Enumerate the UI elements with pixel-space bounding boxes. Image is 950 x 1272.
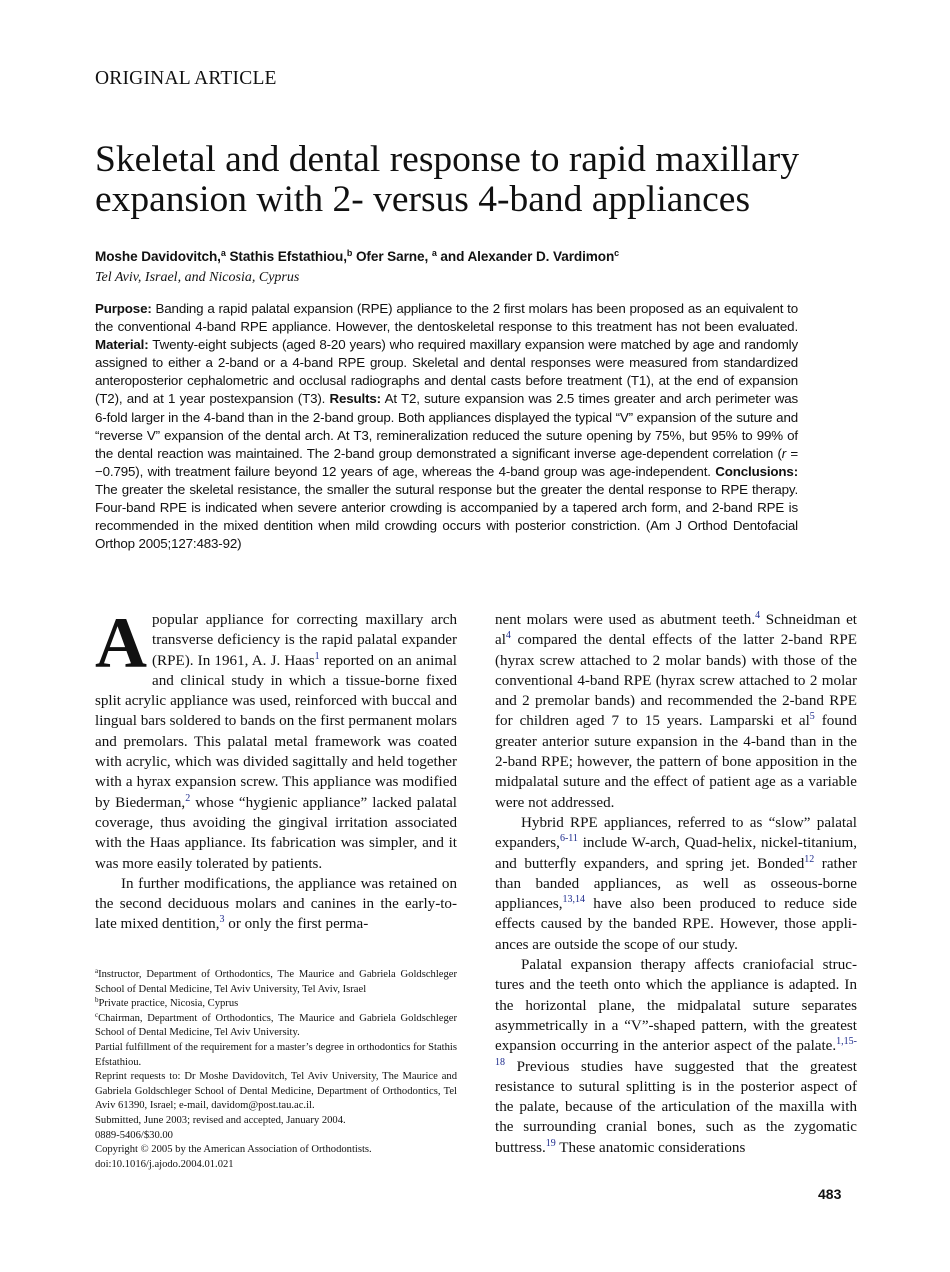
footnote-affiliation-b (95, 997, 457, 1012)
citation-link[interactable]: 5 (809, 711, 815, 723)
footnote-mark: a (95, 967, 99, 975)
citation-link[interactable]: 3 (219, 914, 225, 926)
body-text: found greater anterior suture expansion in the 4-band than in the 2-band RPE; however, the pattern of bone apposition in the midpalatal suture and the effect of patient age as a variable were not addressed. (495, 713, 857, 811)
footnote-text: Instructor, Department of Orthodontics, The Maurice and Gabriela Goldschleger School of Dental Medicine, Tel Aviv University, Tel Aviv, Israel (95, 969, 457, 995)
affiliation-mark: c (614, 248, 620, 258)
footnote-affiliation-c (95, 1012, 457, 1041)
footnotes (95, 968, 457, 1172)
body-text: have also been produced to reduce side effects caused by the banded RPE. However, those appliances are outside the scope of our study. (495, 896, 857, 953)
body-text: These anatomic considerations (555, 1139, 746, 1156)
affiliation-mark: a (431, 248, 437, 258)
body-text: or only the first perma- (224, 916, 369, 933)
body-text: Palatal expansion therapy affects craniofacial structures and the teeth onto which the appliance is adapted. In the horizontal plane, the midpalatal suture separates asymmetrically in a “V”-shaped pattern, with the greatest expansion occurring in the anterior aspect of the palate. (495, 957, 857, 1055)
body-text: reported on an animal and clinical study in which a tissue-borne fixed split acrylic appliance was used, reinforced with buccal and lingual bars soldered to bands on the first permanent molars and premolars. This palatal metal framework was coated with acrylic, which was divided sagittally and held together with a hyrax expansion screw. This appliance was modified by Biederman, (95, 652, 457, 811)
citation-link[interactable]: 1,15-18 (495, 1036, 857, 1068)
drop-cap: A (95, 603, 147, 683)
affiliation-mark: b (346, 248, 353, 258)
body-text: Schneidman et al (495, 612, 857, 649)
body-text: Hybrid RPE appliances, referred to as “slow” palatal expanders, (495, 814, 857, 852)
citation-link[interactable]: 1 (314, 650, 320, 662)
abstract-results-cont: = −0.795), with treatment failure beyond 12 years of age, whereas the 4-band group was age-independent. (95, 445, 798, 479)
body-paragraph (95, 603, 457, 874)
citation-link[interactable]: 2 (185, 792, 191, 804)
footnote-mark: c (95, 1010, 99, 1019)
abstract-conclusions: The greater the skeletal resistance, the smaller the sutural response but the greater the dental response to RPE therapy. Four-band RPE is indicated when severe anterior crowding is accompanied by a tapered arch form, and 2-band RPE is recommended in the mixed dentition when mild crowding occurs with posterior constriction. (Am J Orthod Dentofacial Orthop 2005;127:483-92) (95, 481, 798, 552)
footnote-price: 0889-5406/$30.00 (95, 1129, 173, 1141)
body-text: compared the dental effects of the latter 2-band RPE (hyrax screw attached to 2 molar bands) with those of the conventional 4-band RPE (hyrax screw attached to 2 molar and 2 premolar bands) and recommended the 2-band RPE for children aged 7 to 15 years. Lamparski et al (495, 632, 857, 730)
citation-link[interactable]: 6-11 (559, 833, 578, 845)
article-title: Skeletal and dental response to rapid maxillary expansion with 2- versus 4-band appliances (95, 139, 799, 220)
citation-link[interactable]: 19 (545, 1137, 556, 1149)
footnote-submitted: Submitted, June 2003; revised and accepted, January 2004. (95, 1114, 346, 1126)
body-paragraph (495, 813, 857, 955)
author-name: Stathis Efstathiou, (225, 249, 347, 264)
body-column-left (95, 603, 457, 935)
footnote-doi[interactable]: doi:10.1016/j.ajodo.2004.01.021 (95, 1158, 234, 1170)
author-name: Moshe Davidovitch, (95, 249, 221, 264)
author-name: Ofer Sarne, (352, 249, 432, 264)
body-paragraph (495, 955, 857, 1158)
affiliation-mark: a (220, 248, 226, 258)
body-text: rather than banded appliances, as well as osseous-borne appliances, (495, 855, 857, 913)
abstract-results: At T2, suture expansion was 2.5 times greater and arch perimeter was 6-fold larger in the 4-band than in the 2-band group. Both appliances displayed the typical “V” expansion of the suture and “reverse V” expansion of the dental arch. At T3, remineralization reduced the suture opening by 75%, but 95% to 99% of the dental reaction was maintained. The 2-band group demonstrated a significant inverse age-dependent correlation ( (95, 391, 798, 461)
page-number: 483 (818, 1186, 842, 1202)
section-label: ORIGINAL ARTICLE (95, 68, 277, 89)
footnote-affiliation-a (95, 968, 457, 997)
footnote-mark: b (95, 996, 99, 1005)
body-paragraph (95, 874, 457, 935)
body-text: In further modifications, the appliance was retained on the second deciduous molars and canines in the early-to-late mixed dentition, (95, 875, 457, 933)
abstract-conclusions-label: Conclusions: (715, 463, 798, 479)
body-column-right (495, 610, 857, 1158)
author-location: Tel Aviv, Israel, and Nicosia, Cyprus (95, 270, 300, 285)
citation-link[interactable]: 4 (505, 630, 511, 642)
author-name: and Alexander D. Vardimon (436, 249, 615, 264)
body-text: whose “hygienic appliance” lacked palatal coverage, thus avoiding the gingival irritation associated with the Haas appliance. Its fabrication was simpler, and it was more easily tolerated by patients. (95, 794, 457, 872)
body-paragraph (495, 610, 857, 813)
body-text: include W-arch, Quad-helix, nickel-titanium, and butterfly expanders, and spring jet. Bonded (495, 835, 857, 872)
abstract-purpose: Banding a rapid palatal expansion (RPE) appliance to the 2 first molars has been proposed as an equivalent to the conventional 4-band RPE appliance. However, the dentoskeletal response to this treatment has not been evaluated. (95, 301, 798, 335)
footnote-text: Private practice, Nicosia, Cyprus (98, 998, 239, 1010)
abstract (95, 300, 798, 553)
author-list (95, 249, 619, 264)
citation-link[interactable]: 13,14 (562, 894, 585, 906)
abstract-material: Twenty-eight subjects (aged 8-20 years) who required maxillary expansion were matched by age and randomly assigned to either a 2-band or a 4-band RPE group. Skeletal and dental responses were measured from standardized anteroposterior cephalometric and occlusal radiographs and dental casts before treatment (T1), at the end of expansion (T2), and at 1 year postexpansion (T3). (95, 337, 798, 407)
citation-link[interactable]: 12 (804, 853, 815, 865)
abstract-purpose-label: Purpose: (95, 301, 152, 316)
citation-link[interactable]: 4 (755, 610, 761, 621)
body-text: popular appliance for correcting maxillary arch transverse deficiency is the rapid palatal expander (RPE). In 1961, A. J. Haas (152, 612, 457, 669)
footnote-copyright: Copyright © 2005 by the American Association of Orthodontists. (95, 1144, 372, 1156)
footnote-partial-fulfillment: Partial fulfillment of the requirement for a master’s degree in orthodontics for Stathis Efstathiou. (95, 1041, 457, 1068)
body-text: nent molars were used as abutment teeth. (495, 612, 756, 628)
footnote-text: Chairman, Department of Orthodontics, The Maurice and Gabriela Goldschleger School of Dental Medicine, Tel Aviv University. (95, 1012, 457, 1039)
abstract-results-label: Results: (329, 391, 381, 407)
footnote-reprint-requests: Reprint requests to: Dr Moshe Davidovitch, Tel Aviv University, The Maurice and Gabriela Goldschleger School of Dental Medicine, Department of Orthodontics, Tel Aviv 61390, Israel; e-mail, davidom@post.tau.ac.il. (95, 1071, 457, 1112)
body-text: Previous studies have suggested that the greatest resistance to sutural splitting is in the posterior aspect of the palate, because of the articulation of the maxilla with the surrounding cranial bones, such as the zygomatic buttress. (495, 1058, 857, 1156)
abstract-r-symbol: r (781, 445, 787, 461)
abstract-material-label: Material: (95, 337, 149, 353)
